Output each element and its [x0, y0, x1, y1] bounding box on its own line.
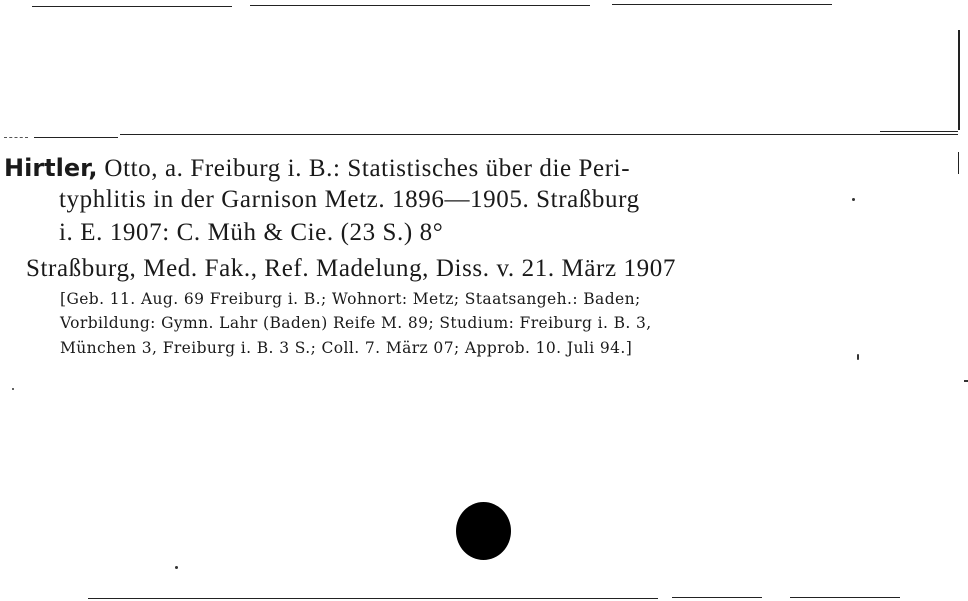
header-rule: [34, 137, 118, 138]
vita-line-2: Vorbildung: Gymn. Lahr (Baden) Reife M. 89; Studium: Freiburg i. B. 3,: [60, 314, 652, 332]
speck: [852, 198, 855, 201]
vita-line-1: [Geb. 11. Aug. 69 Freiburg i. B.; Wohnort: Metz; Staatsangeh.: Baden;: [60, 290, 641, 308]
speck: [964, 380, 968, 382]
bottom-rule: [790, 597, 900, 598]
entry-text: Otto, a. Freiburg i. B.: Statistisches über die Peri-: [97, 155, 631, 182]
entry-line-3: i. E. 1907: C. Müh & Cie. (23 S.) 8°: [59, 219, 444, 246]
author-name: Hirtler,: [4, 154, 98, 182]
punch-hole: [456, 502, 511, 560]
card-edge: [958, 152, 959, 174]
header-rule: [4, 137, 28, 138]
card-edge: [958, 30, 960, 130]
bottom-rule: [88, 598, 658, 599]
header-rule: [120, 134, 958, 135]
vita-line-3: München 3, Freiburg i. B. 3 S.; Coll. 7. März 07; Approb. 10. Juli 94.]: [60, 339, 633, 357]
top-rule: [612, 4, 832, 5]
top-rule: [250, 5, 590, 6]
speck: [175, 566, 178, 569]
entry-line-2: typhlitis in der Garnison Metz. 1896—1905. Straßburg: [59, 186, 640, 213]
top-rule: [32, 6, 232, 7]
speck: [12, 388, 14, 390]
header-rule: [880, 131, 958, 132]
speck: [857, 354, 859, 360]
entry-line-4: Straßburg, Med. Fak., Ref. Madelung, Diss. v. 21. März 1907: [26, 255, 676, 282]
entry-line-1: [4, 156, 630, 181]
bottom-rule: [672, 597, 762, 598]
